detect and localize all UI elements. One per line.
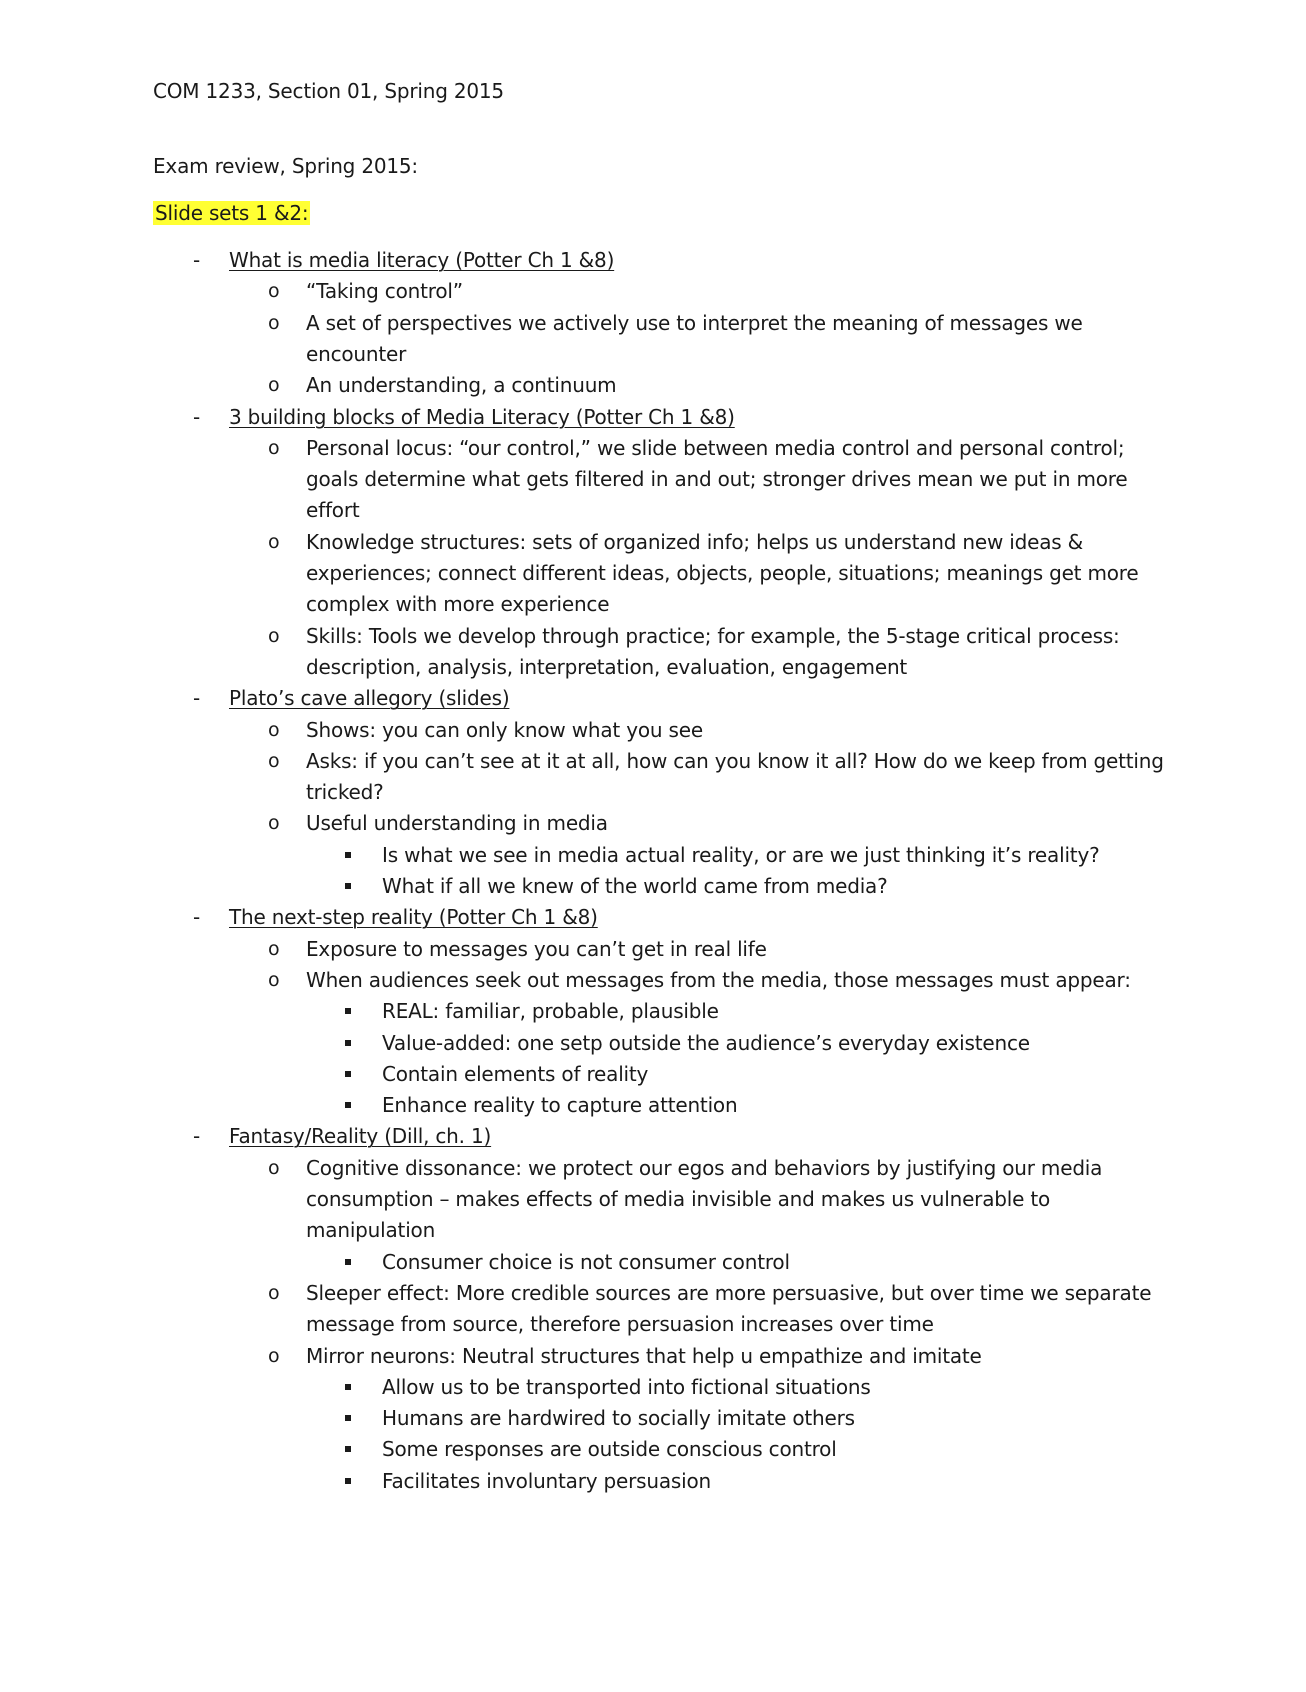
square-bullet (345, 1415, 351, 1421)
subitem-text: Humans are hardwired to socially imitate others (382, 1406, 855, 1431)
subitem-text: Is what we see in media actual reality, or are we just thinking it’s reality? (382, 842, 1100, 867)
circle-bullet: o (268, 374, 280, 397)
section-title: Plato’s cave allegory (slides) (229, 686, 510, 711)
square-bullet (345, 1478, 351, 1484)
item-text: Cognitive dissonance: we protect our egos and behaviors by justifying our media (306, 1155, 1103, 1180)
item-text: experiences; connect different ideas, objects, people, situations; meanings get more (306, 561, 1139, 585)
item-text: A set of perspectives we actively use to interpret the meaning of messages we (306, 310, 1083, 335)
square-bullet (345, 1446, 351, 1452)
section-title: The next-step reality (Potter Ch 1 &8) (229, 905, 598, 930)
square-bullet (345, 1102, 351, 1108)
section-title: What is media literacy (Potter Ch 1 &8) (229, 248, 615, 272)
item-text: complex with more experience (306, 592, 610, 617)
section-title: 3 building blocks of Media Literacy (Potter Ch 1 &8) (229, 404, 735, 429)
circle-bullet: o (268, 937, 280, 960)
circle-bullet: o (268, 1344, 280, 1367)
square-bullet (345, 852, 351, 858)
highlighted-text: Slide sets 1 &2: (155, 201, 309, 225)
dash-bullet: - (193, 1124, 201, 1149)
square-bullet (345, 1259, 351, 1265)
square-bullet (345, 1384, 351, 1390)
item-text: effort (306, 498, 360, 523)
slide-sets-heading (153, 198, 310, 228)
review-title: Exam review, Spring 2015: (153, 154, 418, 178)
subitem-text: Enhance reality to capture attention (382, 1093, 738, 1118)
item-text: Knowledge structures: sets of organized info; helps us understand new ideas & (306, 529, 1084, 554)
section-title: Fantasy/Reality (Dill, ch. 1) (229, 1124, 492, 1149)
circle-bullet: o (268, 749, 280, 772)
square-bullet (345, 1071, 351, 1077)
circle-bullet: o (268, 1156, 280, 1179)
item-text: encounter (306, 341, 407, 366)
circle-bullet: o (268, 968, 280, 991)
item-text: An understanding, a continuum (306, 373, 617, 398)
item-text: Exposure to messages you can’t get in real life (306, 936, 767, 961)
subitem-text: Facilitates involuntary persuasion (382, 1468, 712, 1493)
circle-bullet: o (268, 624, 280, 647)
subitem-text: Consumer choice is not consumer control (382, 1249, 790, 1274)
subitem-text: What if all we knew of the world came from media? (382, 874, 888, 898)
item-text: consumption – makes effects of media invisible and makes us vulnerable to (306, 1187, 1051, 1211)
circle-bullet: o (268, 436, 280, 459)
circle-bullet: o (268, 530, 280, 553)
dash-bullet: - (193, 686, 201, 711)
item-text: goals determine what gets filtered in and out; stronger drives mean we put in more (306, 467, 1128, 492)
dash-bullet: - (193, 905, 201, 930)
circle-bullet: o (268, 280, 280, 303)
item-text: When audiences seek out messages from the media, those messages must appear: (306, 967, 1131, 992)
subitem-text: REAL: familiar, probable, plausible (382, 999, 719, 1024)
item-text: Useful understanding in media (306, 811, 608, 836)
circle-bullet: o (268, 812, 280, 835)
square-bullet (345, 1040, 351, 1046)
item-text: description, analysis, interpretation, evaluation, engagement (306, 654, 908, 679)
item-text: “Taking control” (306, 279, 463, 304)
subitem-text: Contain elements of reality (382, 1061, 649, 1086)
circle-bullet: o (268, 718, 280, 741)
item-text: message from source, therefore persuasion increases over time (306, 1312, 934, 1337)
circle-bullet: o (268, 311, 280, 334)
subitem-text: Some responses are outside conscious control (382, 1437, 837, 1462)
item-text: Skills: Tools we develop through practice; for example, the 5-stage critical process: (306, 623, 1120, 648)
item-text: Sleeper effect: More credible sources are more persuasive, but over time we separate (306, 1280, 1152, 1305)
item-text: manipulation (306, 1218, 436, 1243)
item-text: Shows: you can only know what you see (306, 717, 703, 742)
item-text: Personal locus: “our control,” we slide between media control and personal control; (306, 435, 1125, 460)
item-text: Asks: if you can’t see at it at all, how can you know it all? How do we keep from getting (306, 748, 1164, 773)
circle-bullet: o (268, 1281, 280, 1304)
square-bullet (345, 883, 351, 889)
subitem-text: Allow us to be transported into fictional situations (382, 1374, 871, 1399)
square-bullet (345, 1008, 351, 1014)
dash-bullet: - (193, 248, 201, 272)
subitem-text: Value-added: one setp outside the audience’s everyday existence (382, 1030, 1030, 1055)
item-text: Mirror neurons: Neutral structures that help u empathize and imitate (306, 1343, 982, 1368)
item-text: tricked? (306, 780, 384, 805)
dash-bullet: - (193, 404, 201, 429)
course-header: COM 1233, Section 01, Spring 2015 (153, 79, 504, 103)
